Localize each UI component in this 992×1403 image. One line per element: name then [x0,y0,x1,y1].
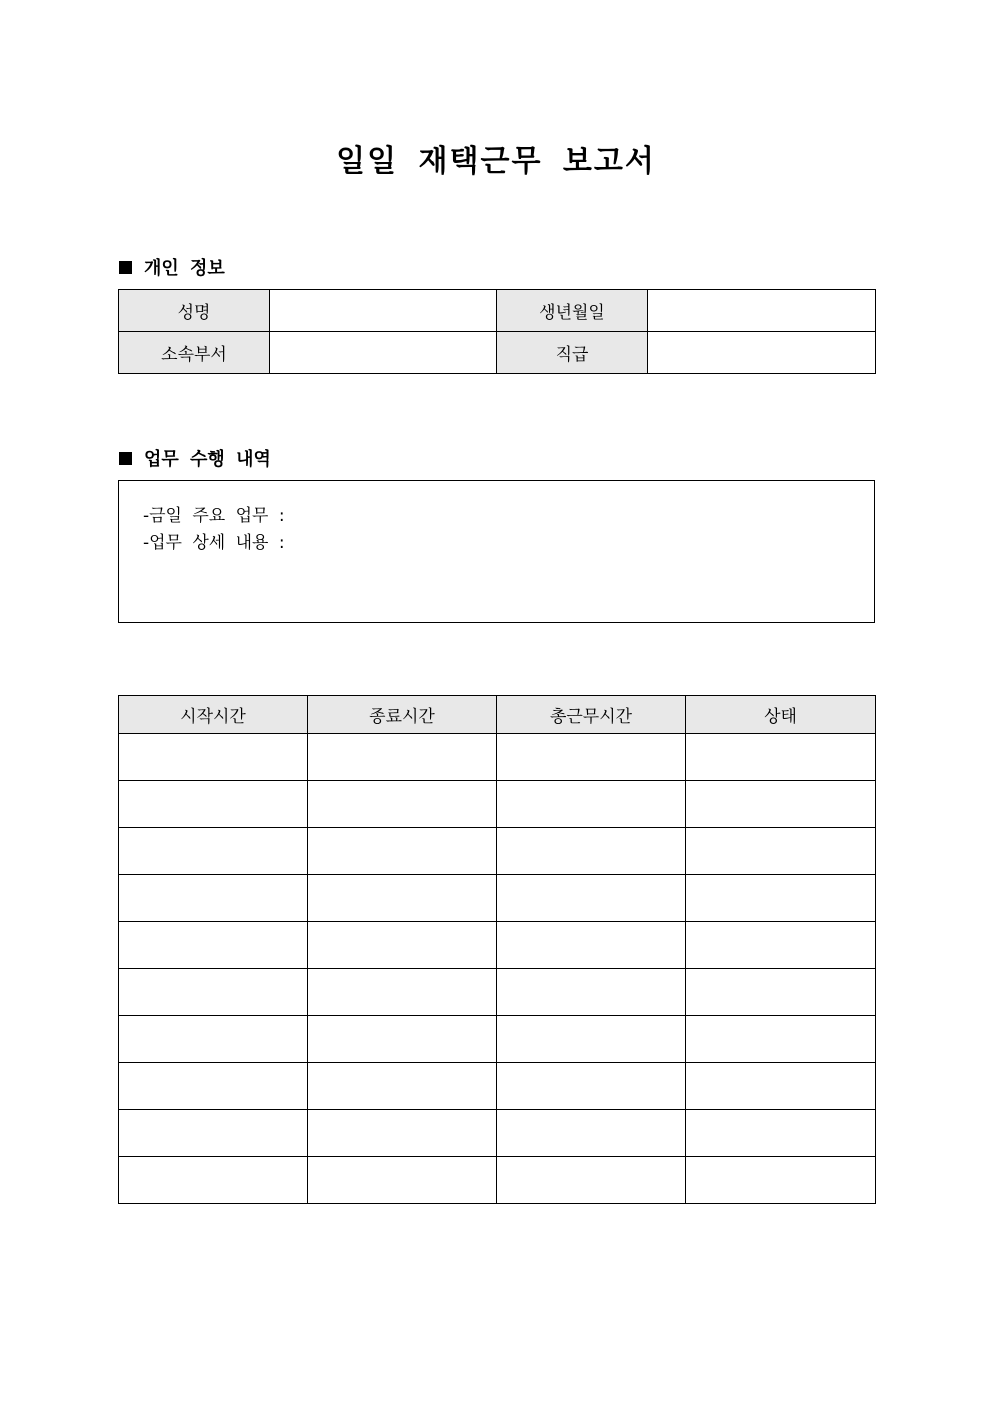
status-cell[interactable] [686,734,876,781]
column-header-total-hours: 총근무시간 [497,696,686,734]
status-cell[interactable] [686,1063,876,1110]
table-header-row [119,696,876,734]
column-header-status: 상태 [686,696,876,734]
start-time-cell[interactable] [119,922,308,969]
table-row [119,875,876,922]
column-header-start-time: 시작시간 [119,696,308,734]
birthdate-label: 생년월일 [497,290,648,332]
task-details-label: -업무 상세 내용 : [143,533,285,553]
start-time-cell[interactable] [119,1016,308,1063]
page-title: 일일 재택근무 보고서 [336,144,656,179]
table-row [119,781,876,828]
table-row [119,969,876,1016]
status-cell[interactable] [686,828,876,875]
start-time-cell[interactable] [119,1063,308,1110]
status-cell[interactable] [686,1157,876,1204]
status-cell[interactable] [686,969,876,1016]
table-row [119,1016,876,1063]
department-field[interactable] [270,332,497,374]
total-hours-cell[interactable] [497,828,686,875]
total-hours-cell[interactable] [497,1110,686,1157]
end-time-cell[interactable] [308,781,497,828]
status-cell[interactable] [686,922,876,969]
personal-info-heading-label: 개인 정보 [144,258,225,279]
end-time-cell[interactable] [308,969,497,1016]
total-hours-cell[interactable] [497,1063,686,1110]
start-time-cell[interactable] [119,1157,308,1204]
table-row [119,290,876,332]
status-cell[interactable] [686,875,876,922]
table-row [119,1157,876,1204]
status-cell[interactable] [686,1016,876,1063]
end-time-cell[interactable] [308,922,497,969]
column-header-end-time: 종료시간 [308,696,497,734]
end-time-cell[interactable] [308,828,497,875]
total-hours-cell[interactable] [497,875,686,922]
status-cell[interactable] [686,781,876,828]
work-details-heading-label: 업무 수행 내역 [144,449,271,470]
personal-info-table [118,289,876,374]
table-row [119,332,876,374]
end-time-cell[interactable] [308,1063,497,1110]
square-bullet-icon [119,452,132,465]
end-time-cell[interactable] [308,875,497,922]
table-row [119,1110,876,1157]
work-details-heading [119,445,271,471]
position-label: 직급 [497,332,648,374]
end-time-cell[interactable] [308,1110,497,1157]
position-field[interactable] [648,332,876,374]
end-time-cell[interactable] [308,734,497,781]
start-time-cell[interactable] [119,828,308,875]
work-details-box[interactable] [118,480,875,623]
department-label: 소속부서 [119,332,270,374]
total-hours-cell[interactable] [497,1157,686,1204]
total-hours-cell[interactable] [497,781,686,828]
table-row [119,828,876,875]
birthdate-field[interactable] [648,290,876,332]
work-time-table [118,695,876,1204]
square-bullet-icon [119,261,132,274]
total-hours-cell[interactable] [497,922,686,969]
end-time-cell[interactable] [308,1016,497,1063]
total-hours-cell[interactable] [497,969,686,1016]
table-row [119,734,876,781]
end-time-cell[interactable] [308,1157,497,1204]
today-tasks-label: -금일 주요 업무 : [143,506,285,526]
total-hours-cell[interactable] [497,1016,686,1063]
personal-info-heading [119,254,225,280]
name-field[interactable] [270,290,497,332]
table-row [119,1063,876,1110]
total-hours-cell[interactable] [497,734,686,781]
start-time-cell[interactable] [119,1110,308,1157]
start-time-cell[interactable] [119,969,308,1016]
table-row [119,922,876,969]
start-time-cell[interactable] [119,781,308,828]
start-time-cell[interactable] [119,875,308,922]
name-label: 성명 [119,290,270,332]
status-cell[interactable] [686,1110,876,1157]
start-time-cell[interactable] [119,734,308,781]
